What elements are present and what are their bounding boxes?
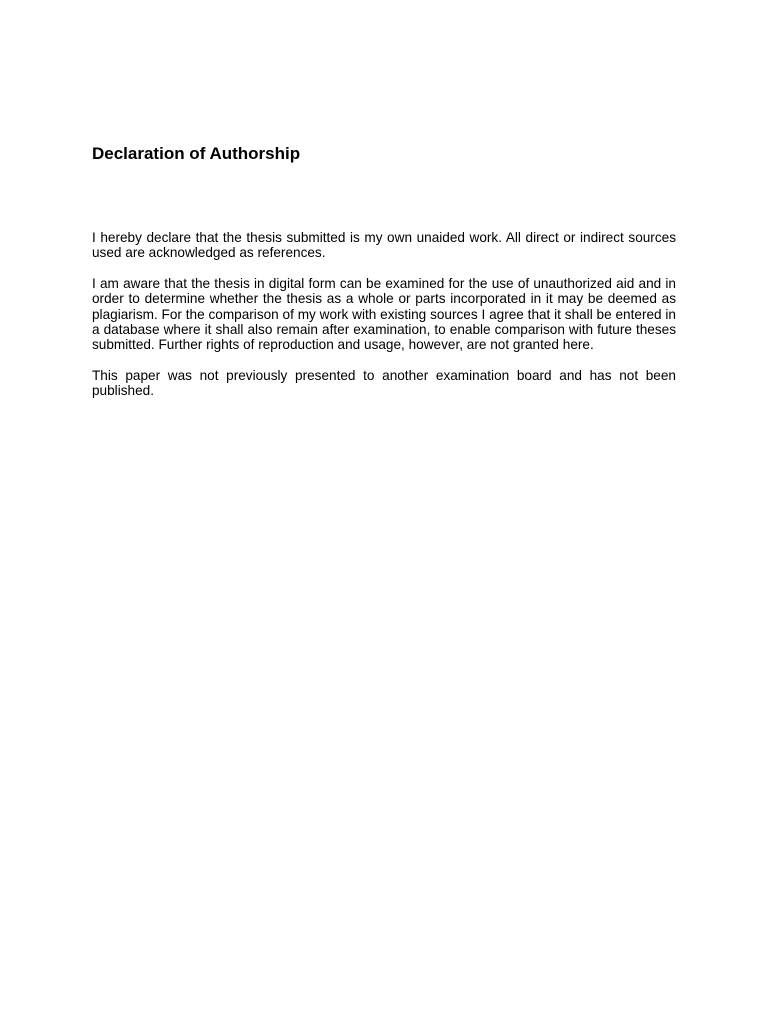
document-content: [92, 143, 676, 414]
paragraph-own-work: I hereby declare that the thesis submitted is my own unaided work. All direct or indirect sources used are acknowledged as references.: [92, 230, 676, 261]
page-title: Declaration of Authorship: [92, 144, 301, 163]
paragraph-digital-examination: I am aware that the thesis in digital form can be examined for the use of unauthorized aid and in order to determine whether the thesis as a whole or parts incorporated in it may be deemed as plagiarism. For the comparison of my work with existing sources I agree that it shall be entered in a database where it shall also remain after examination, to enable comparison with future theses submitted. Further rights of reproduction and usage, however, are not granted here.: [92, 275, 676, 353]
paragraph-not-previously-presented: This paper was not previously presented to another examination board and has not been published.: [92, 367, 676, 399]
declaration-body: [92, 230, 676, 399]
